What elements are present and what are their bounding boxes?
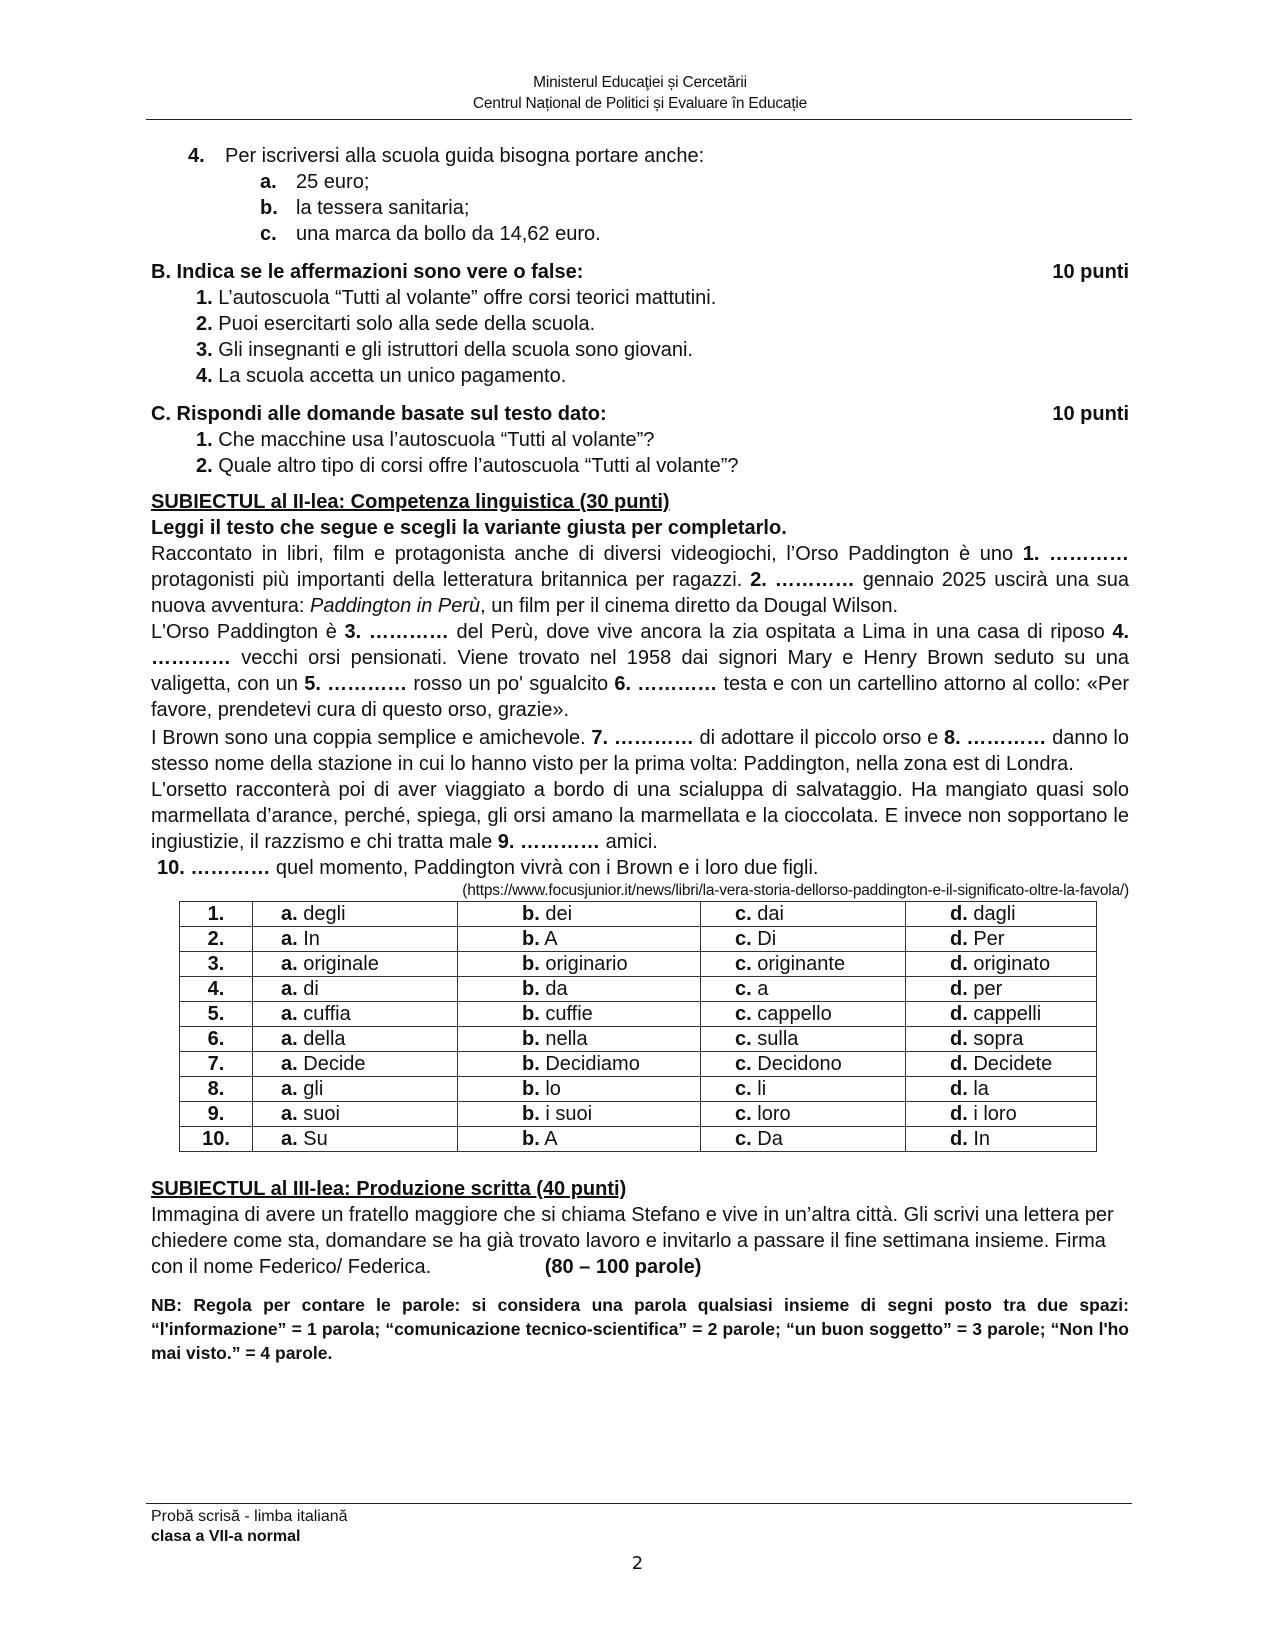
blank-dots: ………… — [613, 727, 694, 749]
item-text: La scuola accetta un unico pagamento. — [218, 365, 567, 387]
option-b — [458, 952, 701, 977]
option-a — [253, 1052, 458, 1077]
option-c — [701, 977, 906, 1002]
blank-dots: ………… — [190, 857, 271, 879]
blank-2 — [750, 569, 855, 591]
option-value: cappelli — [973, 1003, 1042, 1025]
option-value: originale — [303, 953, 379, 975]
option-a — [253, 927, 458, 952]
cloze-paragraph-3 — [151, 725, 1129, 777]
option-value: della — [303, 1028, 346, 1050]
option-a — [253, 1002, 458, 1027]
option-key: a. — [281, 978, 298, 1000]
option-key: b. — [522, 1003, 540, 1025]
option-value: i loro — [973, 1103, 1017, 1125]
text-run: Raccontato in libri, film e protagonista anche di diversi videogiochi, l’Orso Paddington è uno — [151, 543, 1023, 565]
option-key: d. — [950, 1003, 968, 1025]
center-name: Centrul Național de Politici și Evaluare în Educație — [472, 95, 808, 112]
option-value: Decide — [303, 1053, 366, 1075]
blank-dots: ………… — [520, 831, 601, 853]
option-key: d. — [950, 978, 968, 1000]
answer-row — [180, 1027, 1097, 1052]
question-number: 4. — [188, 145, 205, 167]
option-key: c. — [735, 1078, 752, 1100]
source-citation: (https://www.focusjunior.it/news/libri/la-vera-storia-dellorso-paddington-e-il-significato-oltre-la-favola/) — [462, 882, 1129, 899]
option-value: li — [757, 1078, 767, 1100]
option-value: cuffia — [303, 1003, 351, 1025]
blank-number: 7. — [591, 727, 609, 749]
text-run: quel momento, Paddington vivrà con i Brown e i loro due figli. — [270, 857, 819, 879]
option-d — [906, 1127, 1097, 1152]
option-value: Decidono — [757, 1053, 842, 1075]
answer-row — [180, 1002, 1097, 1027]
page-number: 2 — [631, 1553, 644, 1574]
blank-dots: ………… — [774, 569, 855, 591]
option-key: a. — [281, 928, 298, 950]
section-points: 10 punti — [1052, 261, 1129, 283]
blank-5 — [304, 673, 407, 695]
section-c-heading — [151, 401, 1129, 427]
option-value: dei — [545, 903, 573, 925]
option-c — [701, 927, 906, 952]
option-key: c. — [735, 1028, 752, 1050]
answer-row — [180, 902, 1097, 927]
option-value: degli — [303, 903, 346, 925]
writing-task — [151, 1202, 1129, 1280]
option-value: Di — [757, 928, 777, 950]
option-key: a. — [281, 1053, 298, 1075]
option-c — [701, 902, 906, 927]
exam-subject: Probă scrisă - limba italiană — [151, 1508, 348, 1525]
option-key: c. — [260, 223, 277, 245]
option-key: c. — [735, 953, 752, 975]
option-key: d. — [950, 1078, 968, 1100]
option-value: lo — [545, 1078, 561, 1100]
word-count-rule-note: NB: Regola per contare le parole: si considera una parola qualsiasi insieme di segni posto tra due spazi: “l'informazione” = 1 parola; “comunicazione tecnico-scientifica” = 2 parole; “un buon soggetto” = 3 parole; “Non l'ho mai visto.” = 4 parole. — [151, 1295, 1129, 1363]
row-number: 9. — [180, 1102, 253, 1127]
answer-row — [180, 927, 1097, 952]
row-number: 2. — [180, 927, 253, 952]
option-c — [701, 1127, 906, 1152]
text-run: di adottare il piccolo orso e — [693, 727, 944, 749]
option-key: c. — [735, 1053, 752, 1075]
option-c — [701, 1102, 906, 1127]
option-key: d. — [950, 1028, 968, 1050]
statement-item — [196, 311, 1129, 337]
option-key: d. — [950, 1103, 968, 1125]
option-key: b. — [522, 903, 540, 925]
header-divider — [146, 119, 1132, 120]
option-key: d. — [950, 1128, 968, 1150]
option-value: Decidiamo — [545, 1053, 640, 1075]
option-value: a — [757, 978, 769, 1000]
blank-8 — [944, 727, 1046, 749]
option-text: una marca da bollo da 14,62 euro. — [296, 223, 601, 245]
blank-number: 10. — [157, 857, 185, 879]
text-run: vecchi orsi pensionati. Viene trovato nel 1958 dai signori Mary e Henry Brown seduto su una valigetta, con un — [151, 647, 1129, 695]
option-b — [458, 1127, 701, 1152]
option-value: per — [973, 978, 1003, 1000]
blank-number: 9. — [497, 831, 515, 853]
blank-dots: ………… — [966, 727, 1047, 749]
row-number: 7. — [180, 1052, 253, 1077]
option-value: la — [973, 1078, 989, 1100]
option-key: c. — [735, 1128, 752, 1150]
section-title: B. Indica se le affermazioni sono vere o false: — [151, 261, 584, 283]
cloze-paragraph-1 — [151, 541, 1129, 619]
row-number: 8. — [180, 1077, 253, 1102]
option-key: c. — [735, 928, 752, 950]
option-a — [253, 1102, 458, 1127]
option-b — [458, 1052, 701, 1077]
text-run: del Perù, dove vive ancora la zia ospitata a Lima in una casa di riposo — [448, 621, 1113, 643]
option-a — [253, 1127, 458, 1152]
option-key: a. — [281, 953, 298, 975]
option-b — [458, 927, 701, 952]
item-text: L’autoscuola “Tutti al volante” offre corsi teorici mattutini. — [218, 287, 717, 309]
question-item — [196, 427, 1129, 453]
row-number: 6. — [180, 1027, 253, 1052]
option-key: b. — [522, 978, 540, 1000]
answer-row — [180, 952, 1097, 977]
option-b — [458, 1002, 701, 1027]
item-text: Puoi esercitarti solo alla sede della scuola. — [218, 313, 596, 335]
option-value: dagli — [973, 903, 1016, 925]
option-value: cuffie — [545, 1003, 593, 1025]
option-key: a. — [260, 171, 277, 193]
option-value: In — [303, 928, 320, 950]
option-value: i suoi — [545, 1103, 593, 1125]
item-text: Gli insegnanti e gli istruttori della scuola sono giovani. — [218, 339, 693, 361]
subject-2-instruction: Leggi il testo che segue e scegli la variante giusta per completarlo. — [151, 517, 787, 539]
option-value: In — [973, 1128, 991, 1150]
option-d — [906, 1027, 1097, 1052]
blank-number: 3. — [344, 621, 362, 643]
option-key: d. — [950, 903, 968, 925]
statement-item — [196, 285, 1129, 311]
text-run: L'orsetto racconterà poi di aver viaggiato a bordo di una scialuppa di salvataggio. Ha mangiato quasi solo marmellata d’arance, perché, spiega, gli orsi amano la marmellata e la cioccolata. E invece non sopportano le ingiustizie, il razzismo e chi tratta male — [151, 779, 1129, 853]
statement-item — [196, 363, 1129, 389]
text-run: gennaio 2025 uscirà una sua nuova avventura: — [151, 569, 1130, 617]
blank-10 — [157, 857, 270, 879]
item-number: 3. — [196, 339, 213, 361]
option-b — [458, 1027, 701, 1052]
option-d — [906, 952, 1097, 977]
option-value: A — [544, 928, 558, 950]
option-d — [906, 977, 1097, 1002]
option-key: a. — [281, 1078, 298, 1100]
answer-row — [180, 1077, 1097, 1102]
answer-row — [180, 1127, 1097, 1152]
option-value: sulla — [757, 1028, 799, 1050]
option-c — [701, 1002, 906, 1027]
item-number: 1. — [196, 287, 213, 309]
row-number: 1. — [180, 902, 253, 927]
option-a — [253, 1027, 458, 1052]
cloze-paragraph-5 — [157, 855, 1129, 881]
option-key: a. — [281, 1128, 298, 1150]
blank-number: 1. — [1022, 543, 1040, 565]
option-key: c. — [735, 1003, 752, 1025]
option-value: cappello — [757, 1003, 832, 1025]
option-c — [701, 952, 906, 977]
option-b — [458, 1077, 701, 1102]
option-d — [906, 1052, 1097, 1077]
option-value: di — [303, 978, 319, 1000]
blank-number: 5. — [304, 673, 321, 695]
text-run: rosso un po' sgualcito — [407, 673, 615, 695]
option-key: d. — [950, 953, 968, 975]
option-key: b. — [522, 1078, 540, 1100]
option-d — [906, 1102, 1097, 1127]
question-item — [196, 453, 1129, 479]
option-text: la tessera sanitaria; — [296, 197, 470, 219]
option-key: b. — [522, 1053, 540, 1075]
option-a — [253, 1077, 458, 1102]
option-c — [701, 1077, 906, 1102]
option-value: A — [544, 1128, 558, 1150]
blank-3 — [345, 621, 449, 643]
option-a — [253, 902, 458, 927]
option-key: d. — [950, 1053, 968, 1075]
option-b — [458, 977, 701, 1002]
blank-dots: ………… — [1049, 543, 1130, 565]
item-text: Che macchine usa l’autoscuola “Tutti al volante”? — [218, 429, 655, 451]
text-run: testa e con un cartellino attorno al collo: «Per favore, prendetevi cura di questo orso, grazie». — [151, 673, 1129, 721]
footer-divider — [146, 1503, 1132, 1504]
blank-9 — [498, 831, 600, 853]
option-b — [458, 1102, 701, 1127]
task-text: Immagina di avere un fratello maggiore che si chiama Stefano e vive in un’altra città. Gli scrivi una lettera per chiedere come sta, domandare se ha già trovato lavoro e invitarlo a passare il fine settimana insieme. Firma con il nome Federico/ Federica. — [151, 1204, 1114, 1278]
option-key: b. — [522, 953, 540, 975]
word-count-requirement: (80 – 100 parole) — [544, 1256, 702, 1278]
row-number: 4. — [180, 977, 253, 1002]
option-d — [906, 1077, 1097, 1102]
blank-6 — [614, 673, 717, 695]
question-4 — [188, 143, 1129, 169]
option-value: da — [545, 978, 568, 1000]
blank-1 — [1023, 543, 1129, 565]
option-key: c. — [735, 903, 752, 925]
question-option — [260, 169, 1129, 195]
blank-7 — [591, 727, 693, 749]
item-number: 2. — [196, 313, 213, 335]
option-value: suoi — [303, 1103, 340, 1125]
option-value: Per — [973, 928, 1005, 950]
option-b — [458, 902, 701, 927]
text-run: L'Orso Paddington è — [151, 621, 345, 643]
option-key: b. — [522, 1028, 540, 1050]
question-text: Per iscriversi alla scuola guida bisogna portare anche: — [225, 145, 705, 167]
option-key: a. — [281, 903, 298, 925]
option-key: c. — [735, 978, 752, 1000]
question-option — [260, 195, 1129, 221]
text-run: amici. — [600, 831, 658, 853]
option-key: b. — [260, 197, 278, 219]
option-key: c. — [735, 1103, 752, 1125]
option-value: originante — [757, 953, 846, 975]
option-a — [253, 952, 458, 977]
blank-number: 4. — [1112, 621, 1130, 643]
page-header — [148, 72, 1132, 114]
option-key: a. — [281, 1028, 298, 1050]
blank-dots: ………… — [637, 673, 718, 695]
section-b-heading — [151, 259, 1129, 285]
item-number: 4. — [196, 365, 213, 387]
section-points: 10 punti — [1052, 403, 1129, 425]
blank-dots: ………… — [327, 673, 408, 695]
row-number: 5. — [180, 1002, 253, 1027]
option-value: dai — [757, 903, 784, 925]
option-a — [253, 977, 458, 1002]
option-key: b. — [522, 1128, 540, 1150]
ministry-name: Ministerul Educaţiei și Cercetării — [533, 74, 747, 91]
film-title: Paddington in Perù — [310, 595, 481, 617]
answer-row — [180, 1102, 1097, 1127]
option-value: Su — [303, 1128, 328, 1150]
option-key: b. — [522, 1103, 540, 1125]
text-run: I Brown sono una coppia semplice e amichevole. — [151, 727, 592, 749]
blank-number: 2. — [750, 569, 767, 591]
blank-dots: ………… — [151, 647, 231, 669]
answer-options-table — [179, 901, 1097, 1152]
answer-row — [180, 977, 1097, 1002]
option-key: b. — [522, 928, 540, 950]
text-run: danno lo stesso nome della stazione in cui lo hanno visto per la prima volta: Paddington, nella zona est di Londra. — [151, 727, 1129, 775]
option-value: nella — [545, 1028, 588, 1050]
answer-row — [180, 1052, 1097, 1077]
blank-number: 8. — [943, 727, 961, 749]
item-number: 2. — [196, 455, 213, 477]
option-value: Da — [757, 1128, 783, 1150]
section-title: C. Rispondi alle domande basate sul testo dato: — [151, 403, 607, 425]
question-option — [260, 221, 1129, 247]
option-c — [701, 1052, 906, 1077]
option-d — [906, 1002, 1097, 1027]
blank-number: 6. — [614, 673, 632, 695]
exam-class: clasa a VII-a normal — [151, 1528, 301, 1545]
text-run: , un film per il cinema diretto da Dougal Wilson. — [480, 595, 899, 617]
text-run: protagonisti più importanti della letteratura britannica per ragazzi. — [151, 569, 751, 591]
option-value: originario — [545, 953, 628, 975]
option-value: gli — [303, 1078, 324, 1100]
item-number: 1. — [196, 429, 213, 451]
cloze-paragraph-4 — [151, 777, 1129, 855]
page-footer — [151, 1507, 348, 1547]
option-value: sopra — [973, 1028, 1024, 1050]
subject-3-title: SUBIECTUL al III-lea: Produzione scritta (40 punti) — [151, 1178, 627, 1200]
row-number: 10. — [180, 1127, 253, 1152]
statement-item — [196, 337, 1129, 363]
row-number: 3. — [180, 952, 253, 977]
option-value: originato — [973, 953, 1051, 975]
cloze-paragraph-2 — [151, 619, 1129, 723]
option-value: loro — [757, 1103, 791, 1125]
option-d — [906, 927, 1097, 952]
blank-dots: ………… — [368, 621, 449, 643]
item-text: Quale altro tipo di corsi offre l’autoscuola “Tutti al volante”? — [218, 455, 739, 477]
option-key: a. — [281, 1103, 298, 1125]
option-d — [906, 902, 1097, 927]
option-key: a. — [281, 1003, 298, 1025]
option-text: 25 euro; — [296, 171, 370, 193]
option-c — [701, 1027, 906, 1052]
subject-2-title: SUBIECTUL al II-lea: Competenza linguistica (30 punti) — [151, 491, 670, 513]
page-content — [151, 143, 1129, 1365]
option-value: Decidete — [973, 1053, 1053, 1075]
option-key: d. — [950, 928, 968, 950]
